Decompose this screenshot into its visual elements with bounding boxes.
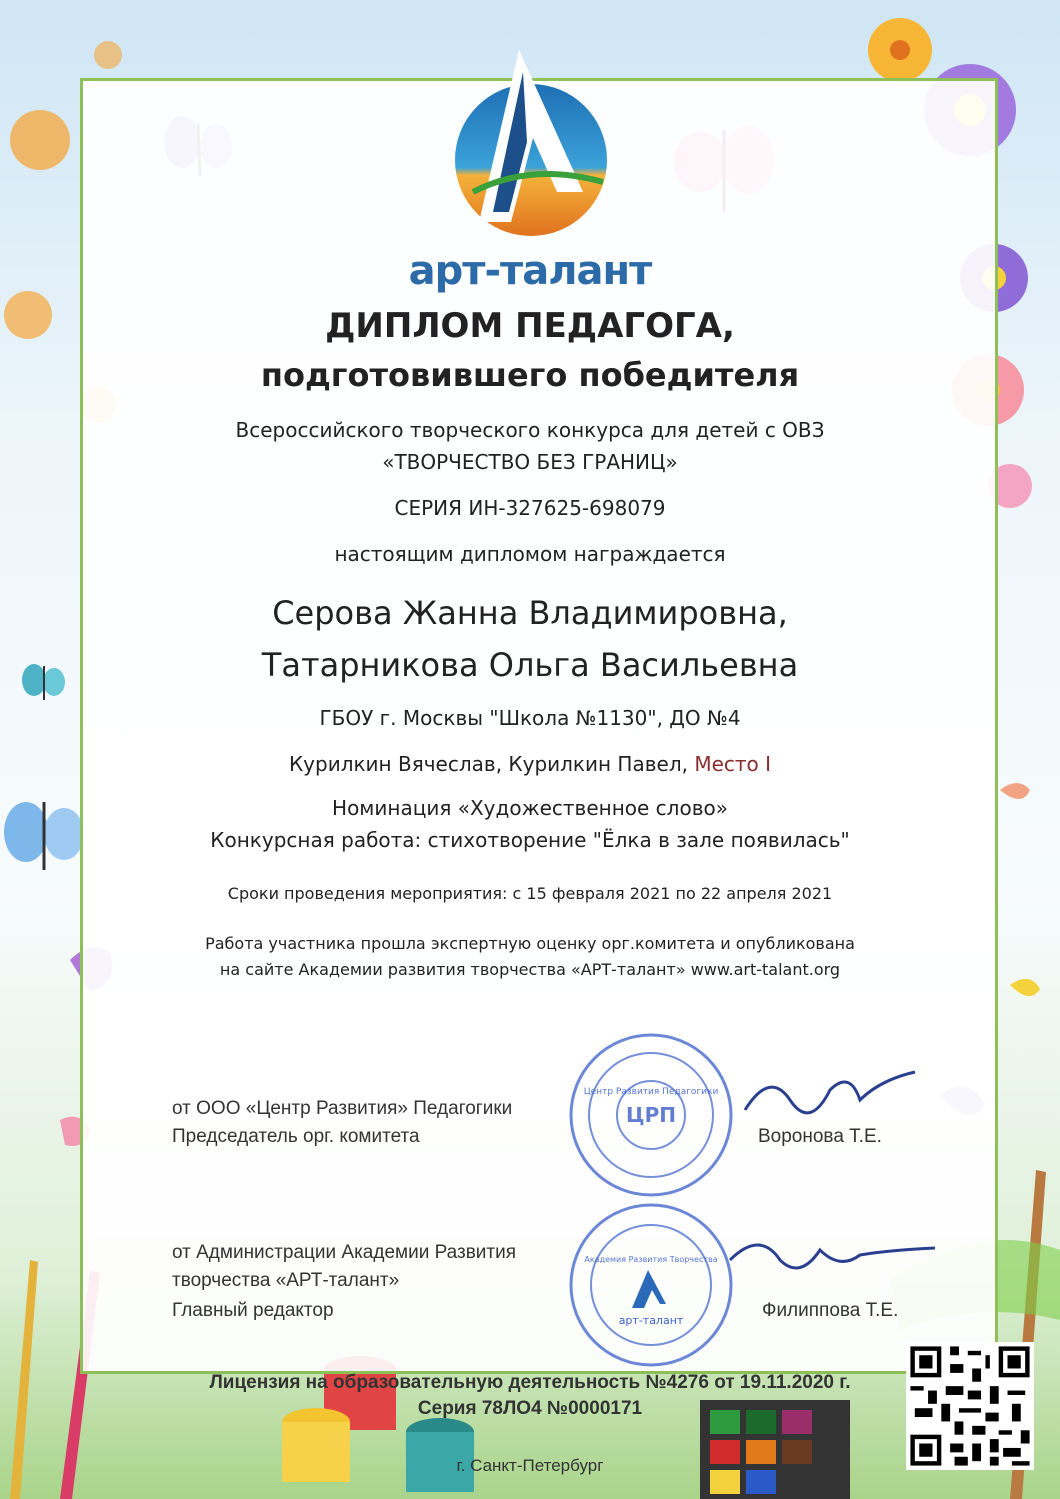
stamp-2-text: Академия Развития Творчества: [584, 1255, 718, 1264]
license-series: Серия 78ЛО4 №0000171: [417, 1398, 643, 1419]
awarded-text: настоящим дипломом награждается: [334, 542, 726, 566]
participants: Курилкин Вячеслав, Курилкин Павел,: [288, 752, 695, 776]
event-dates: Сроки проведения мероприятия: с 15 февраля 2021 по 22 апреля 2021: [227, 884, 833, 903]
awardee-name-1: Серова Жанна Владимировна,: [272, 594, 788, 632]
city: г. Санкт-Петербург: [456, 1456, 604, 1475]
stamp-1-text: Центр Развития Педагогики: [583, 1087, 719, 1097]
contest-name: «ТВОРЧЕСТВО БЕЗ ГРАНИЦ»: [382, 450, 678, 474]
participants-line: [0, 752, 1060, 776]
signature-1: [740, 1060, 920, 1130]
nomination: Номинация «Художественное слово»: [332, 796, 728, 820]
contest-description: Всероссийского творческого конкурса для детей с ОВЗ: [235, 418, 825, 442]
brand-name: арт-талант: [408, 248, 652, 294]
diploma-title: ДИПЛОМ ПЕДАГОГА,: [325, 306, 735, 346]
qr-code-icon[interactable]: [906, 1342, 1034, 1470]
organization: ГБОУ г. Москвы "Школа №1130", ДО №4: [319, 706, 741, 730]
signer-1-org: от ООО «Центр Развития» Педагогики: [172, 1098, 513, 1119]
stamp-2: [566, 1200, 736, 1370]
expert-note-line-1: Работа участника прошла экспертную оценку орг.комитета и опубликована: [205, 934, 855, 953]
art-talant-logo-icon: [453, 42, 609, 238]
series-number: СЕРИЯ ИН-327625-698079: [394, 496, 666, 520]
signer-2-org: от Администрации Академии Развития: [172, 1242, 517, 1263]
expert-note-line-2: на сайте Академии развития творчества «АРТ-талант» www.art-talant.org: [219, 960, 841, 979]
signer-2-name: Филиппова Т.Е.: [762, 1300, 899, 1321]
awardee-name-2: Татарникова Ольга Васильевна: [261, 646, 799, 684]
place-label: Место I: [694, 752, 772, 776]
stamp-1: [566, 1030, 736, 1200]
signer-1-name: Воронова Т.Е.: [758, 1126, 882, 1147]
competition-work: Конкурсная работа: стихотворение "Ёлка в зале появилась": [210, 828, 850, 852]
signer-2-org-2: творчества «АРТ-талант»: [172, 1270, 400, 1291]
diploma-subtitle: подготовившего победителя: [260, 356, 800, 394]
license-info: Лицензия на образовательную деятельность №4276 от 19.11.2020 г.: [209, 1372, 851, 1393]
stamp-2-center: арт-талант: [618, 1314, 684, 1327]
stamp-1-center: ЦРП: [626, 1103, 676, 1127]
signer-1-role: Председатель орг. комитета: [172, 1126, 420, 1147]
signature-2: [720, 1220, 940, 1290]
signer-2-role: Главный редактор: [172, 1300, 334, 1321]
